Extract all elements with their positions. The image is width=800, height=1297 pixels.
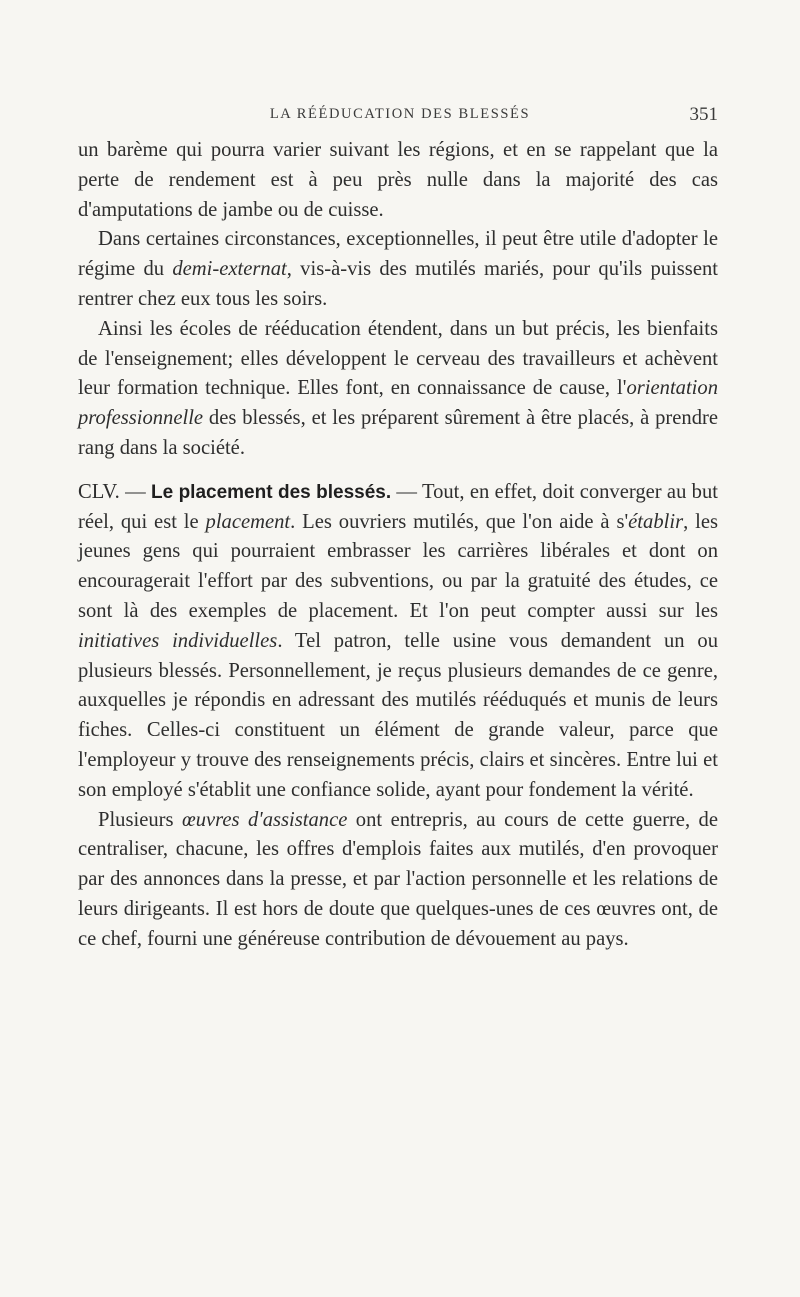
paragraph-demi-externat (78, 225, 718, 314)
paragraph-oeuvres (78, 806, 718, 955)
paragraph-ecoles (78, 315, 718, 464)
paragraph-text: Ainsi les écoles de rééducation étendent, dans un but précis, les bienfaits de l'enseignement; elles développent le cerveau des travailleurs et achèvent leur formation technique. Elles font, en connaissance de cause, l' (78, 317, 718, 400)
paragraph-text: , vis-à-vis des mutilés mariés, pour qu'ils puissent rentrer chez eux tous les soirs. (78, 258, 718, 310)
paragraph-text: ont entrepris, au cours de cette guerre, de centraliser, chacune, les offres d'emplois faites aux mutilés, d'en provoquer par des annonces dans la presse, et par l'action personnelle et les relations de leurs dirigeants. Il est hors de doute que quelques-unes de ces œuvres ont, de ce chef, fourni une généreuse contribution de dévouement au pays. (78, 808, 718, 950)
paragraph-text: , les jeunes gens qui pourraient embrasser les carrières libérales et dont on encouragerait l'effort par des subventions, ou par la gratuité des études, ce sont là des exemples de placement. Et l'on peut compter aussi sur les (78, 510, 718, 622)
paragraph-text: . Les ouvriers mutilés, que l'on aide à s' (290, 510, 629, 533)
section-heading: Le placement des blessés. (150, 481, 392, 503)
section-placement (78, 478, 718, 806)
italic-term: demi-externat (172, 258, 287, 281)
italic-term: œuvres d'assistance (181, 808, 348, 831)
paragraph-text: un barème qui pourra varier suivant les régions, et en se rappelant que la perte de rendement est à peu près nulle dans la majorité des cas d'amputations de jambe ou de cuisse. (78, 139, 718, 221)
italic-term: orientation professionnelle (78, 377, 718, 430)
italic-term: établir (628, 510, 684, 533)
body-text (78, 136, 718, 955)
paragraph-text: . Tel patron, telle usine vous demandent un ou plusieurs blessés. Personnellement, je reçus plusieurs demandes de ce genre, auxquelles je répondis en adressant des mutilés rééduqués et munis de leurs fiches. Celles-ci constituent un élément de grande valeur, parce que l'employeur y trouve des renseignements précis, clairs et sincères. Entre lui et son employé s'établit une confiance solide, ayant pour fondement la vérité. (78, 629, 718, 801)
page-number: 351 (689, 104, 718, 125)
running-head (0, 106, 800, 132)
italic-term: placement (205, 510, 291, 533)
paragraph-text: Dans certaines circonstances, exceptionnelles, il peut être utile d'adopter le régime du (78, 228, 718, 281)
paragraph-continuation (78, 136, 718, 225)
paragraph-text: des blessés, et les préparent sûrement à être placés, à prendre rang dans la société. (78, 407, 718, 459)
paragraph-text: Plusieurs (98, 808, 182, 831)
section-number: CLV. — (78, 480, 151, 503)
running-title: LA RÉÉDUCATION DES BLESSÉS (269, 106, 531, 122)
paragraph-text: — Tout, en effet, doit converger au but réel, qui est le (78, 480, 718, 533)
italic-term: initiatives individuelles (78, 629, 278, 652)
